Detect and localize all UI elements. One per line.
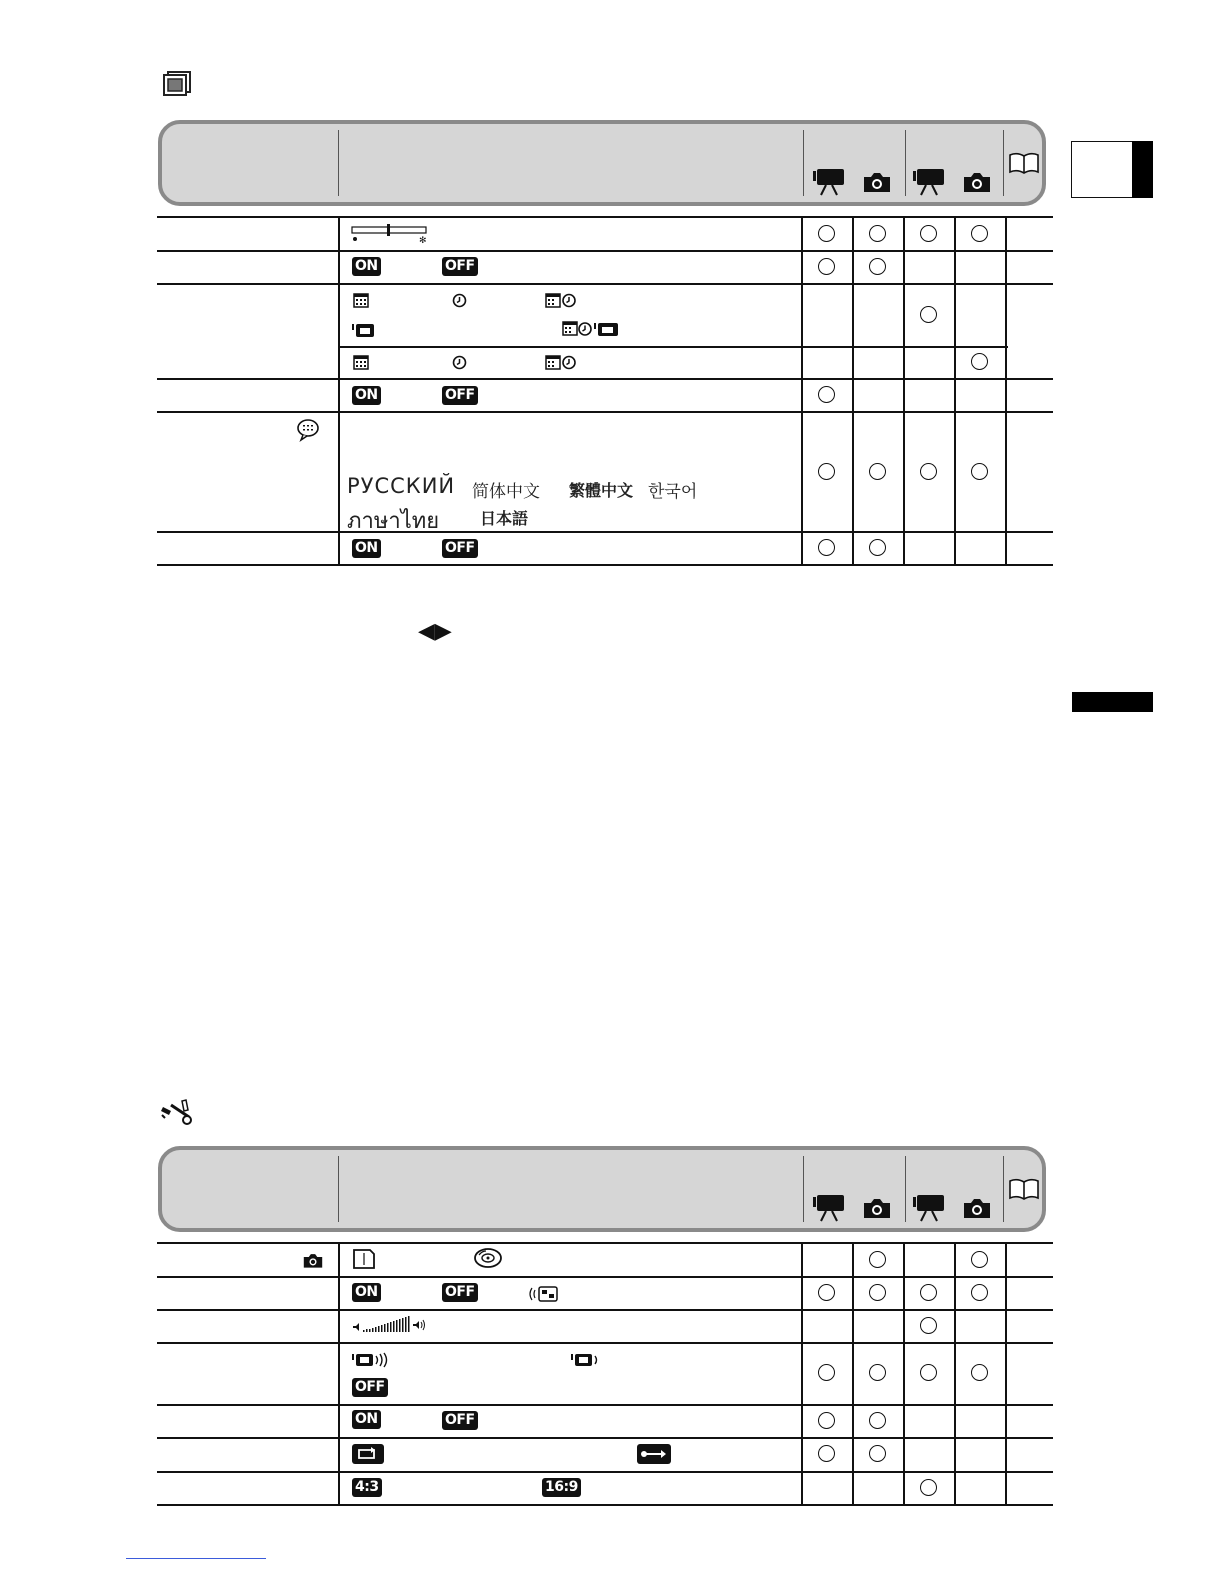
movie-camera-icon [812, 167, 846, 201]
calendar-icon [353, 354, 369, 374]
availability-mark [971, 463, 988, 480]
availability-mark [920, 1479, 937, 1496]
availability-mark [869, 258, 886, 275]
availability-mark [818, 258, 835, 275]
availability-mark [971, 1251, 988, 1268]
availability-mark [920, 1364, 937, 1381]
wireless-transfer-icon [527, 1284, 563, 1308]
availability-mark [818, 225, 835, 242]
availability-mark [869, 539, 886, 556]
still-camera-icon [862, 1196, 892, 1224]
table1-body [157, 216, 1053, 566]
clock-icon [452, 293, 467, 312]
off-badge: OFF [442, 1283, 478, 1302]
page-reference-icon [1008, 1178, 1040, 1206]
availability-mark [818, 539, 835, 556]
volume-level-icon [352, 1314, 432, 1340]
camera-data-icon [352, 322, 376, 342]
arrow-left-right-icon: ◀▶ [418, 619, 452, 644]
ratio-16-9-badge: 16:9 [542, 1478, 581, 1497]
availability-mark [818, 1284, 835, 1301]
availability-mark [971, 1364, 988, 1381]
availability-mark [920, 1284, 937, 1301]
availability-mark [818, 1445, 835, 1462]
availability-mark [971, 225, 988, 242]
off-badge: OFF [352, 1378, 388, 1397]
clock-icon [452, 355, 467, 374]
availability-mark [920, 306, 937, 323]
availability-mark [869, 225, 886, 242]
still-camera-icon [962, 170, 992, 198]
availability-mark [869, 1284, 886, 1301]
repeat-icon [352, 1444, 384, 1468]
memory-card-icon [352, 1248, 376, 1274]
off-badge: OFF [442, 257, 478, 276]
beep-high-icon [352, 1352, 388, 1372]
on-badge: ON [352, 386, 381, 405]
movie-camera-icon [912, 1193, 946, 1227]
chapter-tab-marker [1072, 692, 1153, 712]
availability-mark [920, 225, 937, 242]
language-russian: РУССКИЙ [347, 474, 456, 498]
movie-camera-icon [812, 1193, 846, 1227]
on-badge: ON [352, 539, 381, 558]
availability-mark [869, 1445, 886, 1462]
brightness-slider-icon [351, 224, 431, 248]
availability-mark [818, 1412, 835, 1429]
off-badge: OFF [442, 539, 478, 558]
table2-body [157, 1242, 1053, 1506]
off-badge: OFF [442, 1411, 478, 1430]
availability-mark [920, 463, 937, 480]
availability-mark [869, 1412, 886, 1429]
calendar-clock-icon [545, 354, 579, 374]
language-thai: ภาษาไทย [347, 509, 440, 534]
still-camera-icon [962, 1196, 992, 1224]
svg-text:✻: ✻ [419, 236, 427, 244]
system-setup-icon [160, 1097, 194, 1131]
calendar-icon [353, 292, 369, 312]
on-badge: ON [352, 1283, 381, 1302]
still-camera-icon [302, 1252, 324, 1273]
disc-icon [473, 1247, 503, 1273]
language-simplified-chinese: 简体中文 [472, 482, 540, 502]
movie-camera-icon [912, 167, 946, 201]
section-tab-marker [1132, 141, 1153, 198]
language-traditional-chinese: 繁體中文 [569, 481, 634, 500]
beep-low-icon [571, 1352, 599, 1372]
still-camera-icon [862, 170, 892, 198]
availability-mark [971, 353, 988, 370]
on-badge: ON [352, 257, 381, 276]
availability-mark [920, 1317, 937, 1334]
calendar-clock-icon [545, 292, 579, 312]
language-korean: 한국어 [648, 482, 698, 502]
language-japanese: 日本語 [480, 509, 529, 528]
availability-mark [818, 386, 835, 403]
off-badge: OFF [442, 386, 478, 405]
display-setup-icon [160, 70, 194, 104]
ratio-4-3-badge: 4:3 [352, 1478, 382, 1497]
availability-mark [869, 463, 886, 480]
footer-link-underline[interactable] [126, 1558, 266, 1559]
availability-mark [818, 1364, 835, 1381]
availability-mark [869, 1364, 886, 1381]
language-icon [295, 418, 321, 446]
calendar-clock-camera-icon [562, 320, 620, 342]
on-badge: ON [352, 1410, 381, 1429]
availability-mark [818, 463, 835, 480]
page-reference-icon [1008, 152, 1040, 180]
one-way-icon [637, 1444, 671, 1468]
availability-mark [971, 1284, 988, 1301]
availability-mark [869, 1251, 886, 1268]
